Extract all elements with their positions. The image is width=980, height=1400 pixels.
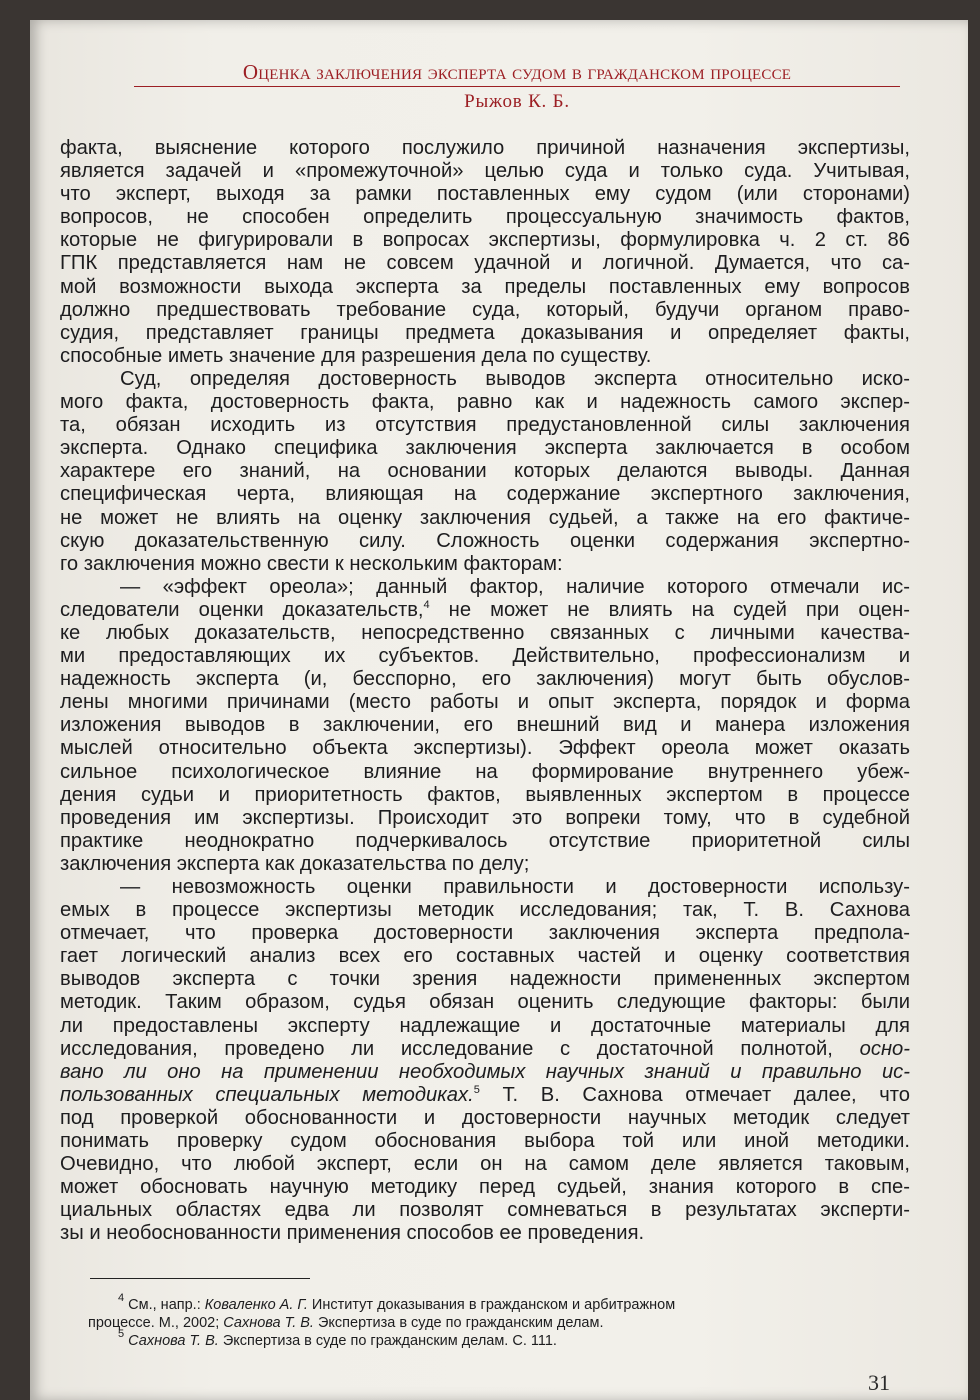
italic-fragment: вано ли оно на применении необходимых научных знаний и правильно ис- [60,1060,910,1083]
text-line: вопросов, не способен определить процессуальную значимость фактов, [60,206,910,229]
text-line: мого факта, достоверность факта, равно как и надежность самого экспер- [60,391,910,414]
footnote-number: 4 [118,1292,125,1304]
footnote-ref-5[interactable]: 5 [473,1083,480,1096]
text-line: заключения эксперта как доказательства по делу; [60,852,530,875]
text-line: должно предшествовать требование суда, который, будучи органом право- [60,298,910,321]
text-line: емых в процессе экспертизы методик исследования; так, Т. В. Сахнова [60,899,910,922]
text-line: надежность эксперта (и, бесспорно, его заключения) могут быть обуслов- [60,668,910,691]
text-line: скую доказательственную силу. Сложность оценки содержания экспертно- [60,529,910,552]
text-line: судия, представляет границы предмета доказывания и определяет факты, [60,321,910,344]
footnote-text: Институт доказывания в гражданском и арбитражном [311,1297,676,1313]
text-line [60,599,910,622]
footnote-5 [88,1328,900,1350]
footnote-number: 5 [118,1328,125,1340]
text-line: специфическая черта, влияющая на содержание экспертного заключения, [60,483,910,506]
text-line [60,1084,910,1107]
text-line: Очевидно, что любой эксперт, если он на самом деле является таковым, [60,1153,910,1176]
text-line: методик. Таким образом, судья обязан оценить следующие факторы: были [60,991,910,1014]
text-fragment: Т. В. Сахнова отмечает далее, что [502,1083,911,1106]
text-line: ли предоставлены эксперту надлежащие и достаточные материалы для [60,1014,910,1037]
text-line [60,1038,910,1061]
text-line: лены многими причинами (место работы и опыт эксперта, порядок и форма [60,691,910,714]
text-line: не может не влиять на оценку заключения судьей, а также на его фактиче- [60,506,910,529]
footnotes [88,1292,900,1350]
text-fragment: ке [60,621,81,644]
text-line: является задачей и «промежуточной» целью суда и только суда. Учитывая, [60,160,910,183]
footnote-4 [88,1292,900,1314]
text-fragment: следователи оценки доказательств, [60,598,424,621]
text-line: го заключения можно свести к нескольким факторам: [60,552,563,575]
italic-fragment: пользованных специальных методиках. [60,1083,474,1106]
footnote-text: См., напр.: [128,1297,201,1313]
text-line: эксперта. Однако специфика заключения эксперта заключается в особом [60,437,910,460]
paragraph-start: — «эффект ореола»; данный фактор, наличие которого отмечали ис- [120,575,910,598]
text-line: способные иметь значение для разрешения дела по существу. [60,344,652,367]
text-line: характере его знаний, на основании которых делаются выводы. Данная [60,460,910,483]
text-line: сильное психологическое влияние на формирование внутреннего убеж- [60,760,910,783]
text-line: может обосновать научную методику перед судьей, знания которого в спе- [60,1176,910,1199]
paragraph-start: — невозможность оценки правильности и достоверности использу- [120,876,910,898]
text-line [60,1061,910,1084]
text-line: что эксперт, выходя за рамки поставленных ему судом (или сторонами) [60,183,910,206]
footnote-text: Экспертиза в суде по гражданским делам. С. 111. [222,1333,557,1349]
text-line: ми предоставляющих их субъектов. Действительно, профессионализм и [60,645,910,668]
body-text [60,137,910,1246]
text-line [60,622,910,645]
text-line: отмечает, что проверка достоверности заключения эксперта предпола- [60,922,910,945]
running-title: Оценка заключения эксперта судом в гражданском процессе [242,60,792,84]
footnote-author: Коваленко А. Г. [204,1297,308,1313]
text-line: проведения им экспертизы. Происходит это вопреки тому, что в судебной [60,806,910,829]
text-fragment: исследования, проведено ли исследование с достаточной полнотой, [60,1037,833,1060]
paragraph-start: Суд, определяя достоверность выводов эксперта относительно иско- [120,367,910,390]
text-line: циальных областях едва ли позволят сомневаться в результатах эксперти- [60,1199,910,1222]
text-fragment: любых доказательств, непосредственно связанных с личными качества- [105,621,910,644]
text-line: дения судьи и приоритетность фактов, выявленных экспертом в процессе [60,783,910,806]
text-line: мой возможности выхода эксперта за пределы поставленных ему вопросов [60,275,910,298]
text-line: изложения выводов в заключении, его внешний вид и манера изложения [60,714,910,737]
footnote-ref-4[interactable]: 4 [423,598,430,611]
footnote-author: Сахнова Т. В. [128,1333,219,1349]
text-line: мыслей относительно объекта экспертизы). Эффект ореола может оказать [60,737,910,760]
text-line: практике неоднократно подчеркивалось отсутствие приоритетной силы [60,829,910,852]
footnote-rule [90,1278,310,1279]
text-line: та, обязан исходить из отсутствия предустановленной силы заключения [60,414,910,437]
header-rule [134,86,900,87]
book-page [30,20,968,1400]
text-line: выводов эксперта с точки зрения надежности примененных экспертом [60,968,910,991]
footnote-4-cont [88,1314,900,1332]
running-author: Рыжов К. Б. [464,91,570,112]
footnote-author: Сахнова Т. В. [223,1315,314,1331]
text-line: зы и необоснованности применения способов ее проведения. [60,1222,645,1245]
text-line: понимать проверку судом обоснования выбора той или иной методики. [60,1130,910,1153]
text-fragment: не может не влиять на судей при оцен- [448,598,910,621]
text-line: факта, выяснение которого послужило причиной назначения экспертизы, [60,137,910,159]
text-line: ГПК представляется нам не совсем удачной и логичной. Думается, что са- [60,252,910,275]
footnote-text: Экспертиза в суде по гражданским делам. [318,1315,604,1331]
text-line: гает логический анализ всех его составных частей и оценку соответствия [60,945,910,968]
footnote-text: процессе. М., 2002; [88,1315,220,1331]
page-number: 31 [868,1370,890,1395]
italic-fragment: осно- [859,1037,911,1060]
text-line: которые не фигурировали в вопросах экспертизы, формулировка ч. 2 ст. 86 [60,229,910,252]
text-line: под проверкой обоснованности и достоверности научных методик следует [60,1106,910,1129]
